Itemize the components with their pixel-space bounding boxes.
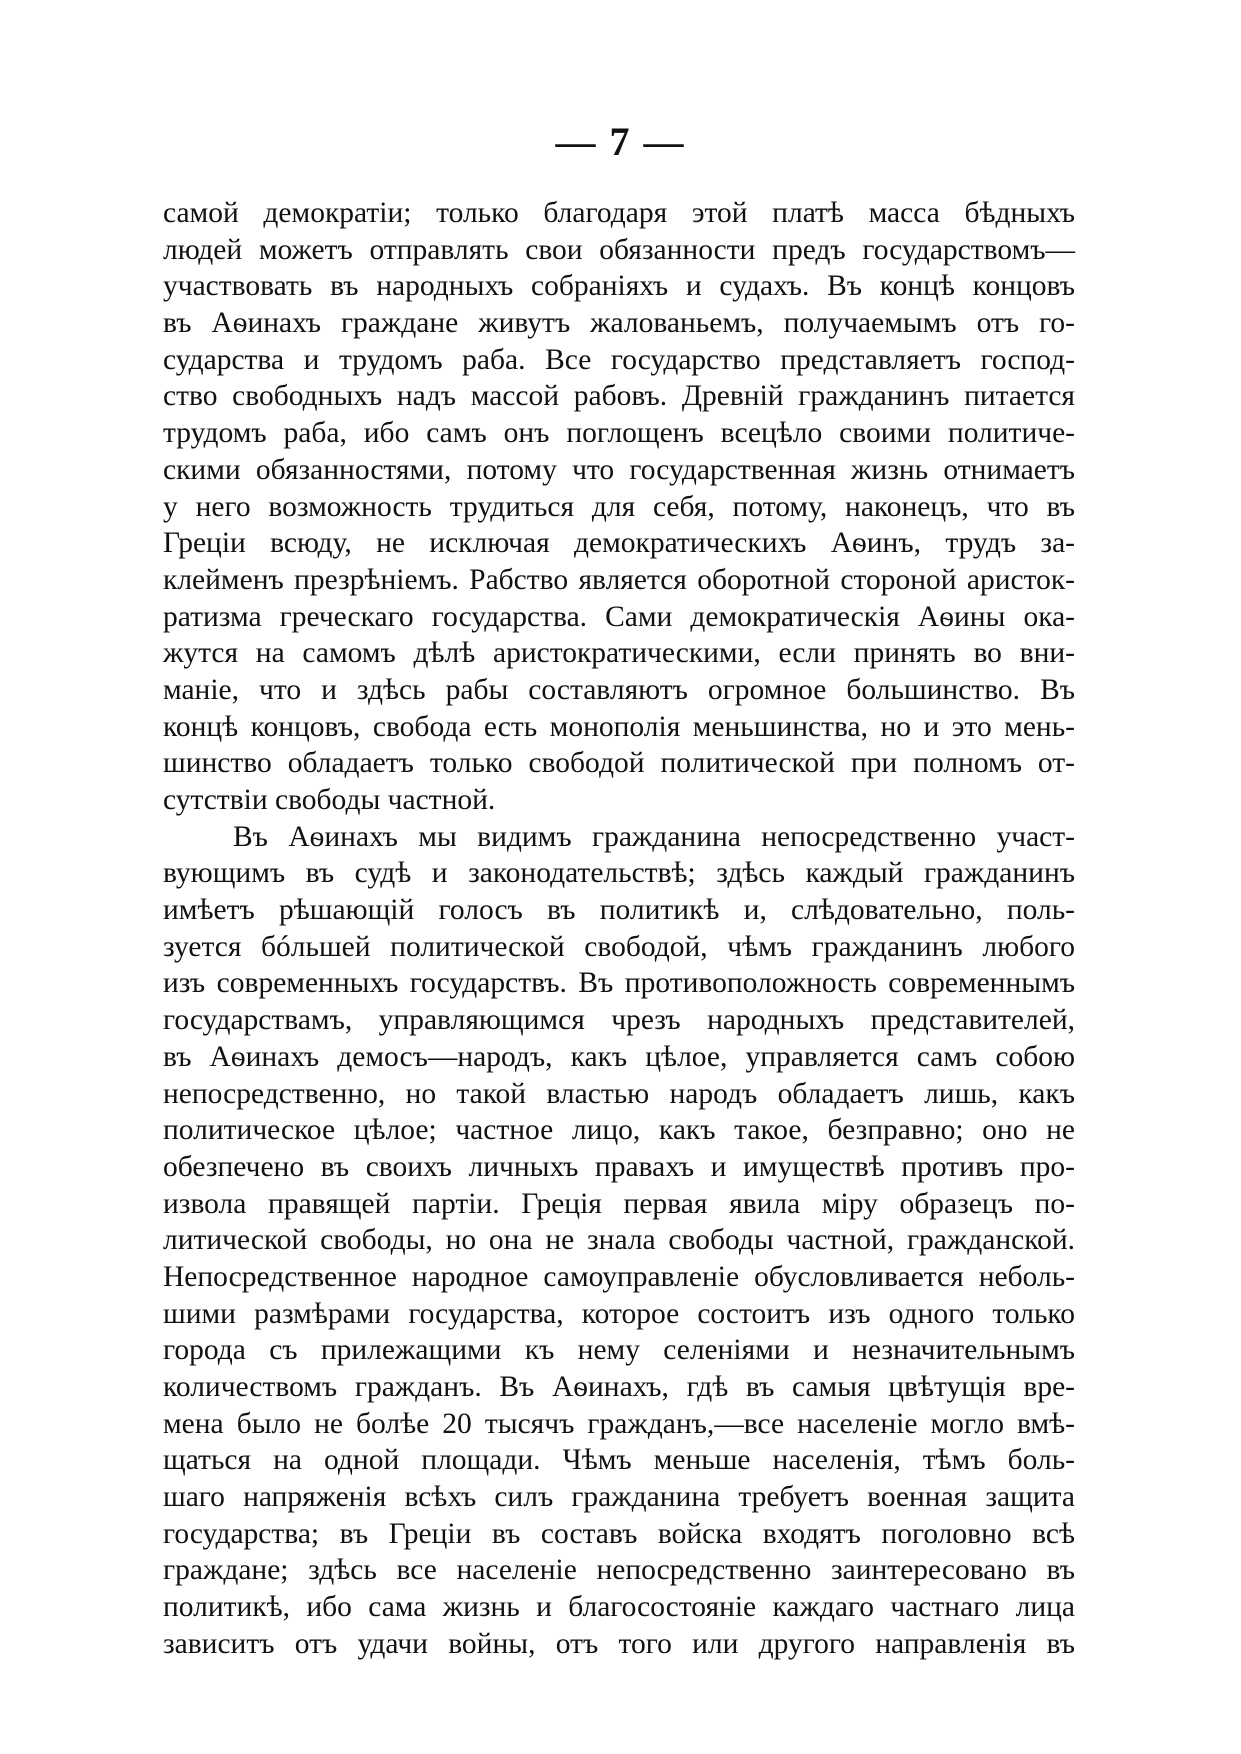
text-line: государствамъ, управляющимся чрезъ народныхъ представителей, xyxy=(163,1004,1075,1037)
body-text xyxy=(163,195,1075,1663)
text-line: жутся на самомъ дѣлѣ аристократическими, если принять во вни- xyxy=(163,637,1075,670)
text-line: въ Аѳинахъ граждане живутъ жалованьемъ, получаемымъ отъ го- xyxy=(163,307,1075,340)
paragraph-start-line: Въ Аѳинахъ мы видимъ гражданина непосредственно участ- xyxy=(233,820,1075,853)
text-line: шими размѣрами государства, которое состоитъ изъ одного только xyxy=(163,1297,1075,1330)
text-line: въ Аѳинахъ демосъ—народъ, какъ цѣлое, управляется самъ собою xyxy=(163,1040,1075,1073)
text-line: обезпечено въ своихъ личныхъ правахъ и имуществѣ противъ про- xyxy=(163,1150,1075,1183)
text-line: непосредственно, но такой властью народъ обладаетъ лишь, какъ xyxy=(163,1077,1075,1110)
text-line: имѣетъ рѣшающій голосъ въ политикѣ и, слѣдовательно, поль- xyxy=(163,894,1075,927)
text-line: сударства и трудомъ раба. Все государство представляетъ господ- xyxy=(163,343,1075,376)
page-number: — 7 — xyxy=(555,119,686,164)
text-line: ратизма греческаго государства. Сами демократическія Аѳины ока- xyxy=(163,600,1075,633)
text-line: ство свободныхъ надъ массой рабовъ. Древній гражданинъ питается xyxy=(163,380,1075,413)
text-line: вующимъ въ судѣ и законодательствѣ; здѣсь каждый гражданинъ xyxy=(163,857,1075,890)
text-line: государства; въ Греціи въ составъ войска входятъ поголовно всѣ xyxy=(163,1517,1075,1550)
text-line: политическое цѣлое; частное лицо, какъ такое, безправно; оно не xyxy=(163,1114,1075,1147)
text-line: людей можетъ отправлять свои обязанности предъ государствомъ— xyxy=(163,233,1075,266)
text-line: шинство обладаетъ только свободой политической при полномъ от- xyxy=(163,747,1075,780)
text-line: мена было не болѣе 20 тысячъ гражданъ,—все населеніе могло вмѣ- xyxy=(163,1407,1075,1440)
text-line: извола правящей партіи. Греція первая явила міру образецъ по- xyxy=(163,1187,1075,1220)
text-line: политикѣ, ибо сама жизнь и благосостояніе каждаго частнаго лица xyxy=(163,1591,1075,1624)
text-line: Непосредственное народное самоуправленіе обусловливается неболь- xyxy=(163,1260,1075,1293)
text-line: трудомъ раба, ибо самъ онъ поглощенъ всецѣло своими политиче- xyxy=(163,417,1075,450)
text-line: Греціи всюду, не исключая демократическихъ Аѳинъ, трудъ за- xyxy=(163,527,1075,560)
text-line: концѣ концовъ, свобода есть монополія меньшинства, но и это мень- xyxy=(163,710,1075,743)
text-line: у него возможность трудиться для себя, потому, наконецъ, что въ xyxy=(163,490,1075,523)
text-line: зависитъ отъ удачи войны, отъ того или другого направленія въ xyxy=(163,1627,1075,1660)
text-line: города съ прилежащими къ нему селеніями и незначительнымъ xyxy=(163,1334,1075,1367)
text-line: маніе, что и здѣсь рабы составляютъ огромное большинство. Въ xyxy=(163,673,1075,706)
text-line: клейменъ презрѣніемъ. Рабство является оборотной стороной аристок- xyxy=(163,563,1075,596)
text-line: граждане; здѣсь все населеніе непосредственно заинтересовано въ xyxy=(163,1554,1075,1587)
paragraph-end-line: сутствіи свободы частной. xyxy=(163,784,496,816)
text-line: изъ современныхъ государствъ. Въ противоположность современнымъ xyxy=(163,967,1075,1000)
text-line: участвовать въ народныхъ собраніяхъ и судахъ. Въ концѣ концовъ xyxy=(163,270,1075,303)
text-line: литической свободы, но она не знала свободы частной, гражданской. xyxy=(163,1224,1075,1257)
text-line: зуется бóльшей политической свободой, чѣмъ гражданинъ любого xyxy=(163,930,1075,963)
text-line: шаго напряженія всѣхъ силъ гражданина требуетъ военная защита xyxy=(163,1481,1075,1514)
text-line: количествомъ гражданъ. Въ Аѳинахъ, гдѣ въ самыя цвѣтущія вре- xyxy=(163,1371,1075,1403)
text-line: самой демократіи; только благодаря этой платѣ масса бѣдныхъ xyxy=(163,197,1075,229)
text-line: скими обязанностями, потому что государственная жизнь отнимаетъ xyxy=(163,453,1075,486)
text-line: щаться на одной площади. Чѣмъ меньше населенія, тѣмъ боль- xyxy=(163,1444,1075,1477)
